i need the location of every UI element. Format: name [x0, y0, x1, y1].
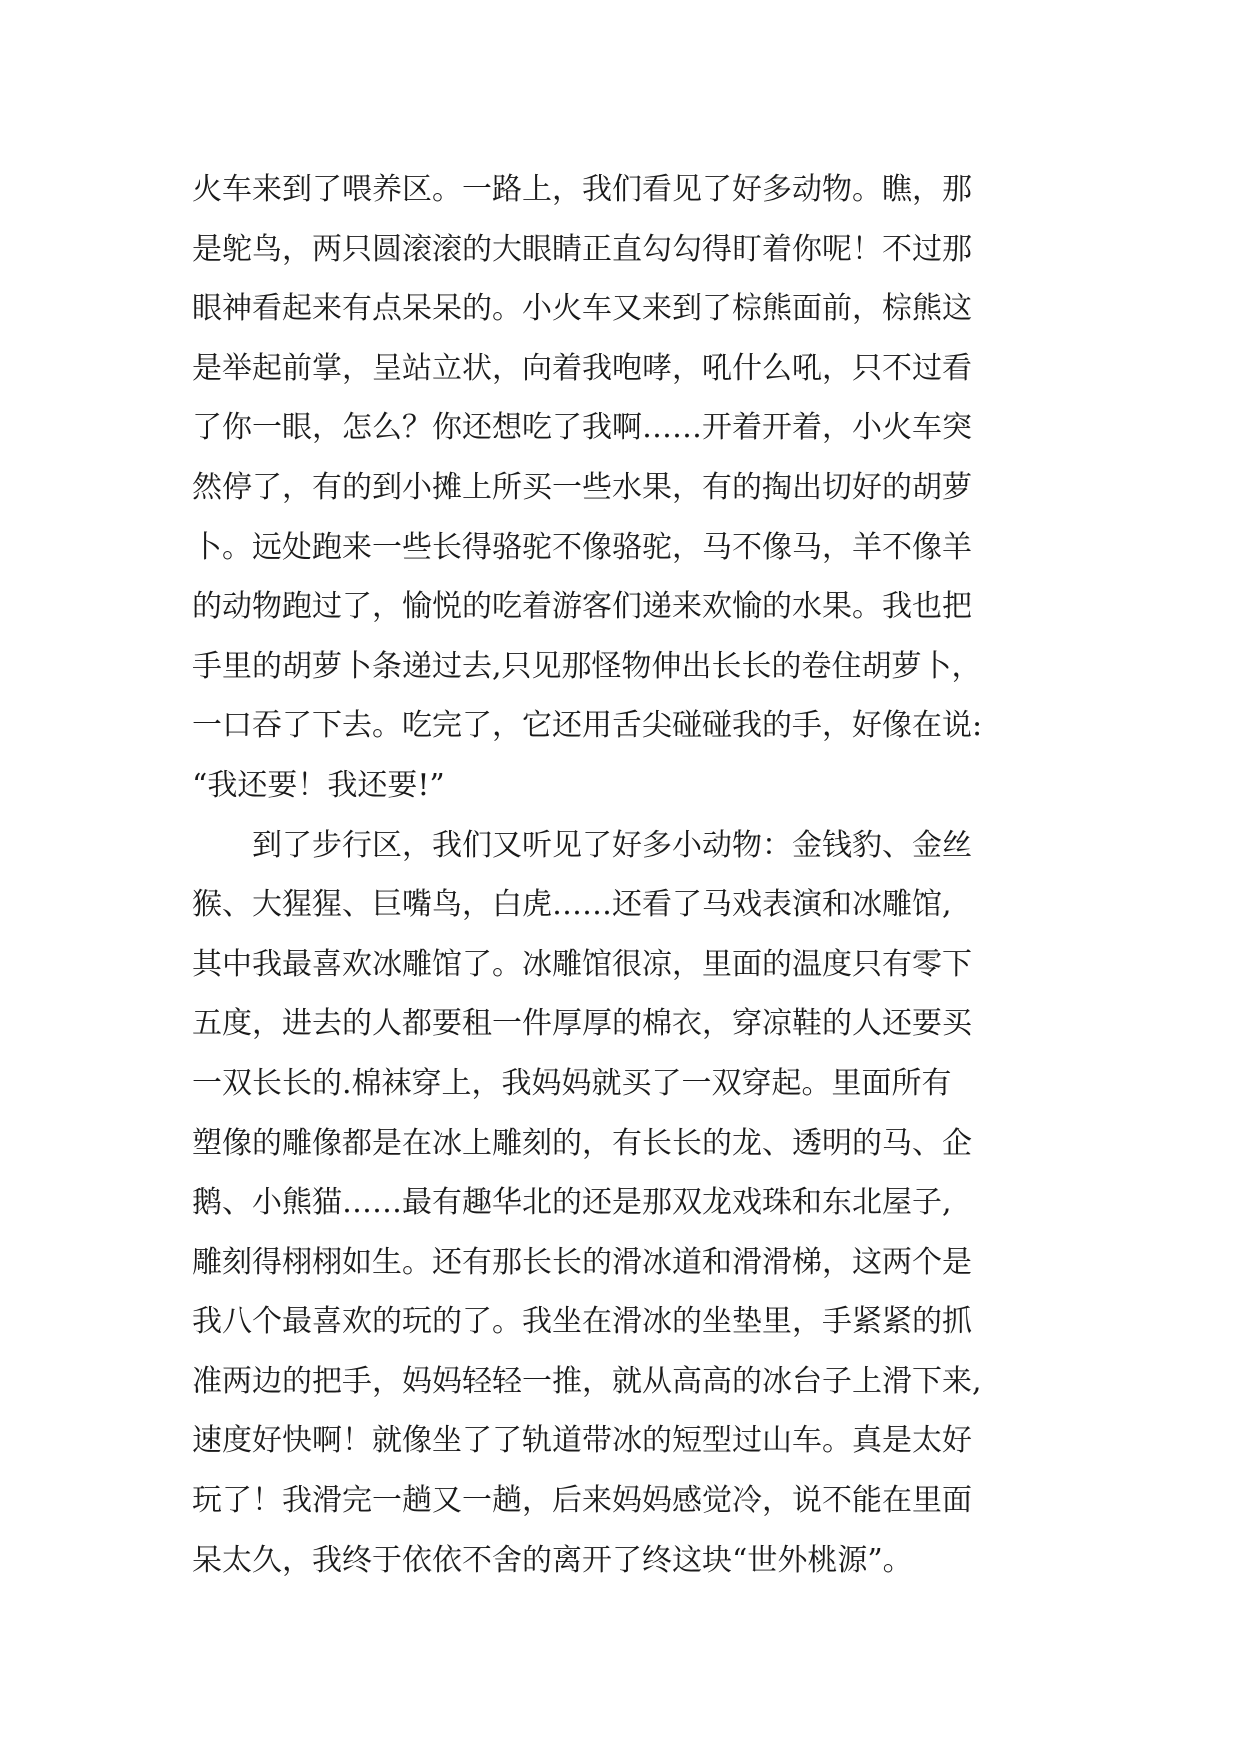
document-body — [192, 160, 1072, 1590]
text-line: 一双长长的.棉袜穿上，我妈妈就买了一双穿起。里面所有 — [192, 1065, 952, 1101]
text-line: 塑像的雕像都是在冰上雕刻的，有长长的龙、透明的马、企 — [192, 1125, 972, 1161]
text-line: 鹅、小熊猫……最有趣华北的还是那双龙戏珠和东北屋子, — [192, 1185, 952, 1221]
text-line: 的动物跑过了，愉悦的吃着游客们递来欢愉的水果。我也把 — [192, 589, 972, 625]
text-line: 速度好快啊！就像坐了了轨道带冰的短型过山车。真是太好 — [192, 1423, 972, 1459]
text-line: 呆太久，我终于依依不舍的离开了终这块“世外桃源”。 — [192, 1542, 913, 1578]
text-line: 了你一眼，怎么？你还想吃了我啊……开着开着，小火车突 — [192, 410, 972, 446]
text-line-indented: 到了步行区，我们又听见了好多小动物：金钱豹、金丝 — [252, 827, 972, 863]
paragraph — [192, 160, 1072, 816]
text-line: 其中我最喜欢冰雕馆了。冰雕馆很凉，里面的温度只有零下 — [192, 946, 972, 982]
text-line: 是举起前掌，呈站立状，向着我咆哮，吼什么吼，只不过看 — [192, 350, 972, 386]
text-line: 手里的胡萝卜条递过去,只见那怪物伸出长长的卷住胡萝卜， — [192, 648, 982, 684]
text-line: 猴、大猩猩、巨嘴鸟，白虎……还看了马戏表演和冰雕馆, — [192, 887, 952, 923]
text-line: “我还要！我还要!” — [192, 767, 445, 803]
text-line: 然停了，有的到小摊上所买一些水果，有的掏出切好的胡萝 — [192, 469, 972, 505]
text-line: 眼神看起来有点呆呆的。小火车又来到了棕熊面前，棕熊这 — [192, 291, 972, 327]
text-line: 一口吞了下去。吃完了，它还用舌尖碰碰我的手，好像在说: — [192, 708, 983, 744]
paragraph — [192, 816, 1072, 1591]
text-line: 雕刻得栩栩如生。还有那长长的滑冰道和滑滑梯，这两个是 — [192, 1244, 972, 1280]
text-line: 玩了！我滑完一趟又一趟，后来妈妈感觉冷，说不能在里面 — [192, 1483, 972, 1519]
text-line: 是鸵鸟，两只圆滚滚的大眼睛正直勾勾得盯着你呢！不过那 — [192, 231, 972, 267]
text-line: 火车来到了喂养区。一路上，我们看见了好多动物。瞧，那 — [192, 172, 972, 207]
text-line: 我八个最喜欢的玩的了。我坐在滑冰的坐垫里，手紧紧的抓 — [192, 1304, 972, 1340]
text-line: 卜。远处跑来一些长得骆驼不像骆驼，马不像马，羊不像羊 — [192, 529, 972, 565]
text-line: 准两边的把手，妈妈轻轻一推，就从高高的冰台子上滑下来, — [192, 1363, 982, 1399]
text-line: 五度，进去的人都要租一件厚厚的棉衣，穿凉鞋的人还要买 — [192, 1006, 972, 1042]
